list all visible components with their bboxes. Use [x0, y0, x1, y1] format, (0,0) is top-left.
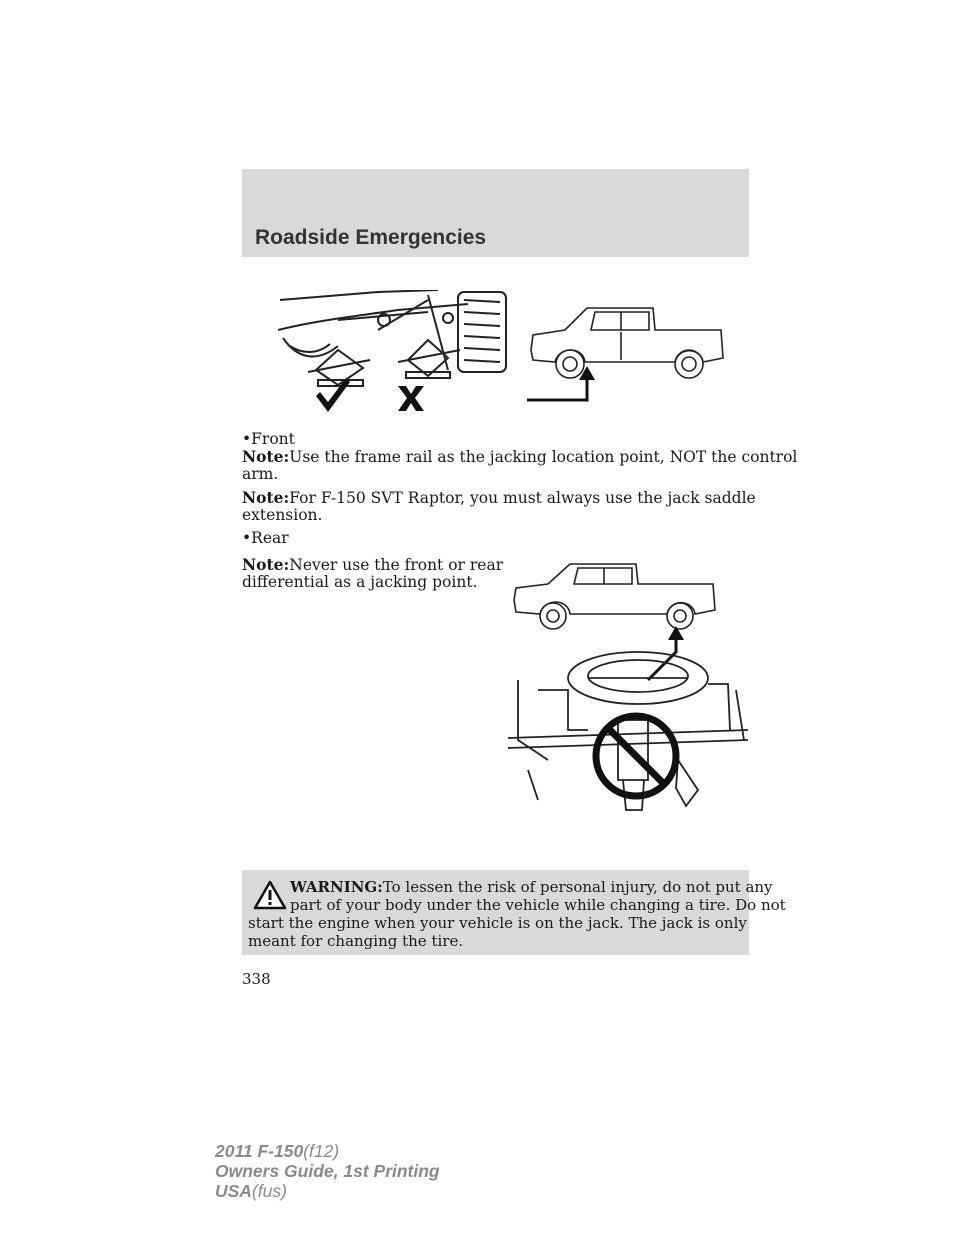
- warning-line-3: start the engine when your vehicle is on the jack. The jack is only: [248, 914, 747, 932]
- bullet-rear: [242, 530, 289, 547]
- note3-line2: differential as a jacking point.: [242, 573, 478, 591]
- footer-model-code: (f12): [303, 1141, 340, 1161]
- bullet-glyph: •: [242, 529, 252, 547]
- prohibited-circle-icon: [596, 716, 676, 796]
- footer-region-code: (fus): [251, 1181, 287, 1201]
- warning-line-4: meant for changing the tire.: [248, 932, 464, 950]
- warning-line-2: part of your body under the vehicle while changing a tire. Do not: [290, 896, 786, 914]
- note-label: Note:: [242, 555, 290, 574]
- bullet-rear-label: Rear: [251, 529, 289, 547]
- front-jack-illustration: [278, 290, 518, 415]
- note-2: [242, 489, 756, 524]
- warning-text-1: To lessen the risk of personal injury, do not put any: [382, 878, 773, 896]
- note1-line2: arm.: [242, 465, 279, 483]
- note-label: Note:: [242, 447, 290, 466]
- page-number: 338: [242, 970, 271, 988]
- x-mark-icon: [398, 386, 424, 411]
- rear-jack-illustration: [508, 560, 748, 822]
- note2-line1: For F-150 SVT Raptor, you must always use the jack saddle: [289, 489, 756, 507]
- section-title: Roadside Emergencies: [255, 226, 487, 249]
- bullet-front-label: Front: [251, 430, 295, 448]
- note1-line1: Use the frame rail as the jacking location point, NOT the control: [289, 448, 798, 466]
- footer-line-3: [215, 1181, 287, 1201]
- footer-model: 2011 F-150: [215, 1141, 304, 1161]
- footer-line-2: [215, 1161, 440, 1181]
- warning-line-1: [290, 879, 773, 897]
- footer-guide: Owners Guide, 1st Printing: [215, 1161, 440, 1181]
- truck-front-jack-point-illustration: [525, 300, 735, 405]
- checkmark-icon: [316, 378, 350, 412]
- note-3: [242, 556, 503, 591]
- note-label: Note:: [242, 488, 290, 507]
- note2-line2: extension.: [242, 506, 323, 524]
- note3-line1: Never use the front or rear: [289, 556, 504, 574]
- note-1: [242, 448, 797, 483]
- bullet-glyph: •: [242, 430, 252, 448]
- warning-triangle-icon: [253, 880, 287, 910]
- footer-line-1: [215, 1141, 339, 1161]
- footer-region: USA: [215, 1181, 252, 1201]
- warning-label: WARNING:: [290, 878, 383, 896]
- bullet-front: [242, 431, 295, 448]
